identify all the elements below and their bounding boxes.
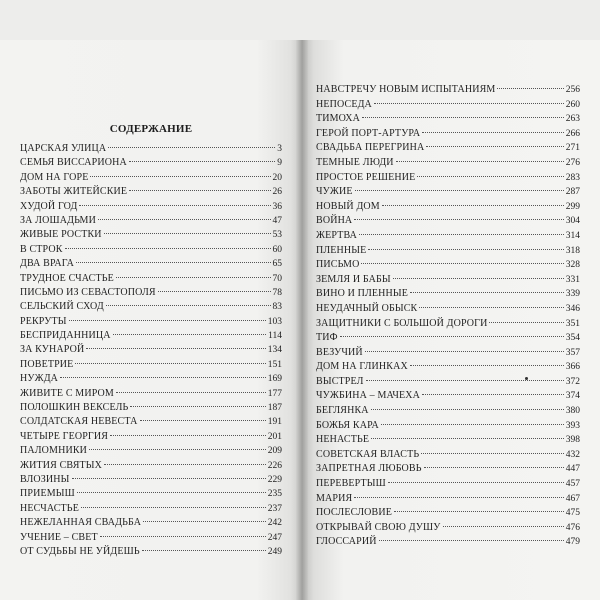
dot-leader [410, 365, 564, 366]
toc-entry [316, 273, 580, 288]
dot-leader [116, 277, 271, 278]
toc-entry [20, 401, 282, 415]
dot-leader [72, 478, 266, 479]
dot-leader [374, 103, 564, 104]
toc-entry-title: НУЖДА [20, 373, 59, 385]
toc-entry [316, 200, 580, 215]
toc-entry [20, 185, 282, 199]
toc-entry-title: ПОСЛЕСЛОВИЕ [316, 507, 392, 519]
toc-entry-title: БЕСПРИДАННИЦА [20, 330, 111, 342]
toc-entry-title: ГЛОССАРИЙ [316, 536, 377, 548]
toc-entry-title: ТЕМНЫЕ ЛЮДИ [316, 156, 394, 168]
toc-entry [316, 433, 580, 448]
toc-entry [20, 142, 282, 156]
dot-leader [393, 278, 564, 279]
dot-leader [106, 305, 271, 306]
toc-entry-title: НЕСЧАСТЬЕ [20, 502, 79, 514]
toc-entry [20, 545, 282, 559]
toc-entry-page-number: 235 [267, 489, 282, 500]
dot-leader [371, 409, 564, 410]
toc-entry [20, 430, 282, 444]
toc-entry [316, 185, 580, 200]
toc-entry-title: ЗАЩИТНИКИ С БОЛЬШОЙ ДОРОГИ [316, 317, 488, 329]
toc-entry-title: ПРОСТОЕ РЕШЕНИЕ [316, 171, 416, 183]
dot-leader [421, 453, 564, 454]
toc-list-left [20, 142, 282, 559]
toc-entry [20, 387, 282, 401]
dot-leader [140, 420, 266, 421]
dot-leader [81, 507, 266, 508]
toc-entry-title: СОВЕТСКАЯ ВЛАСТЬ [316, 448, 420, 460]
toc-entry-title: НЕУДАЧНЫЙ ОБЫСК [316, 302, 418, 314]
toc-entry-page-number: 263 [565, 114, 580, 125]
toc-entry-title: ЖИВИТЕ С МИРОМ [20, 387, 114, 399]
toc-entry-page-number: 9 [277, 158, 282, 169]
toc-entry-page-number: 372 [565, 376, 580, 387]
dot-leader [108, 147, 275, 148]
toc-entry [20, 372, 282, 386]
dot-leader [86, 348, 265, 349]
dot-leader [129, 161, 275, 162]
toc-entry [316, 112, 580, 127]
toc-entry-title: ЦАРСКАЯ УЛИЦА [20, 143, 107, 154]
toc-entry-page-number: 70 [272, 273, 282, 284]
toc-entry-title: ДОМ НА ГОРЕ [20, 171, 89, 183]
toc-entry [20, 171, 282, 185]
toc-entry-page-number: 191 [267, 417, 282, 428]
toc-entry-page-number: 271 [565, 143, 580, 154]
dot-leader [426, 146, 563, 147]
toc-entry-page-number: 475 [565, 508, 580, 519]
toc-entry [316, 375, 580, 390]
toc-entry-title: ЗА ЛОШАДЬМИ [20, 214, 96, 226]
toc-entry-title: ВЫСТРЕЛ [316, 375, 364, 387]
toc-entry-title: БОЖЬЯ КАРА [316, 419, 379, 431]
dot-leader [340, 336, 564, 337]
toc-entry [316, 477, 580, 492]
toc-entry [20, 343, 282, 357]
toc-entry [20, 228, 282, 242]
toc-entry [316, 141, 580, 156]
toc-entry-page-number: 393 [565, 420, 580, 431]
toc-entry [20, 214, 282, 228]
toc-entry [316, 317, 580, 332]
dot-leader [69, 320, 266, 321]
toc-entry [316, 389, 580, 404]
toc-entry [316, 448, 580, 463]
toc-entry [316, 521, 580, 536]
toc-entry [316, 331, 580, 346]
toc-entry-page-number: 242 [267, 518, 282, 529]
dot-leader [90, 176, 270, 177]
toc-entry-page-number: 287 [565, 187, 580, 198]
toc-entry [20, 415, 282, 429]
toc-entry [316, 506, 580, 521]
toc-entry-page-number: 479 [565, 537, 580, 548]
toc-entry-title: ХУДОЙ ГОД [20, 200, 78, 212]
toc-entry-page-number: 229 [267, 474, 282, 485]
toc-entry-title: ПОВЕТРИЕ [20, 358, 74, 370]
toc-entry [316, 83, 580, 98]
toc-entry-title: ЗЕМЛЯ И БАБЫ [316, 273, 391, 285]
toc-entry-title: ЧУЖИЕ [316, 186, 353, 198]
toc-entry-page-number: 114 [268, 331, 282, 342]
dot-leader [382, 205, 564, 206]
toc-entry [20, 315, 282, 329]
dot-leader [113, 334, 266, 335]
toc-entry-page-number: 346 [565, 303, 580, 314]
toc-entry-title: СОЛДАТСКАЯ НЕВЕСТА [20, 416, 138, 428]
toc-entry [316, 346, 580, 361]
toc-entry-title: ЖЕРТВА [316, 229, 358, 241]
toc-entry-page-number: 260 [565, 99, 580, 110]
dot-leader [410, 292, 564, 293]
toc-entry [316, 302, 580, 317]
toc-entry-page-number: 237 [267, 503, 282, 514]
toc-entry-title: ПЛЕННЫЕ [316, 244, 367, 256]
toc-entry [316, 171, 580, 186]
toc-entry-page-number: 357 [565, 347, 580, 358]
dot-leader [354, 219, 563, 220]
dot-leader [368, 249, 563, 250]
toc-entry-title: ОТКРЫВАЙ СВОЮ ДУШУ [316, 521, 441, 533]
toc-entry-page-number: 354 [565, 333, 580, 344]
toc-entry [20, 156, 282, 170]
toc-entry-page-number: 36 [272, 201, 282, 212]
toc-entry-page-number: 201 [267, 431, 282, 442]
toc-entry [316, 462, 580, 477]
toc-entry-title: НЕПОСЕДА [316, 98, 372, 110]
toc-entry-page-number: 53 [272, 230, 282, 241]
toc-entry-title: ЗАПРЕТНАЯ ЛЮБОВЬ [316, 463, 422, 475]
toc-heading: СОДЕРЖАНИЕ [109, 123, 193, 135]
toc-entry-page-number: 467 [565, 493, 580, 504]
toc-entry [20, 459, 282, 473]
dot-leader [396, 161, 564, 162]
toc-entry-title: СЕЛЬСКИЙ СХОД [20, 301, 104, 313]
book-gutter [296, 40, 308, 600]
dot-leader [359, 234, 564, 235]
toc-entry-page-number: 26 [272, 187, 282, 198]
dot-leader [388, 482, 564, 483]
toc-entry [20, 329, 282, 343]
toc-entry-title: ДОМ НА ГЛИНКАХ [316, 361, 408, 373]
toc-entry-title: БЕГЛЯНКА [316, 405, 369, 417]
dot-leader [89, 449, 266, 450]
toc-entry-page-number: 3 [277, 144, 282, 154]
toc-entry [20, 300, 282, 314]
toc-entry [20, 487, 282, 501]
toc-entry-title: ПОЛОШКИН ВЕКСЕЛЬ [20, 402, 129, 414]
dot-leader [497, 88, 563, 89]
toc-entry [316, 98, 580, 113]
toc-entry [316, 404, 580, 419]
toc-entry-title: ПИСЬМО ИЗ СЕВАСТОПОЛЯ [20, 286, 156, 298]
toc-entry-page-number: 177 [267, 388, 282, 399]
toc-entry-title: ЗА КУНАРОЙ [20, 344, 85, 356]
dot-leader [104, 233, 271, 234]
toc-entry-page-number: 256 [565, 85, 580, 95]
dot-leader [365, 351, 564, 352]
dot-leader [79, 205, 270, 206]
toc-entry-page-number: 398 [565, 435, 580, 446]
dot-leader [75, 363, 265, 364]
toc-entry [316, 258, 580, 273]
toc-entry-page-number: 151 [267, 359, 282, 370]
toc-entry [316, 244, 580, 259]
toc-entry-page-number: 304 [565, 216, 580, 227]
dot-leader [366, 380, 564, 381]
toc-entry [316, 360, 580, 375]
toc-entry-title: В СТРОК [20, 243, 63, 255]
toc-entry-title: ЧЕТЫРЕ ГЕОРГИЯ [20, 430, 109, 442]
toc-entry-title: ПРИЕМЫШ [20, 488, 75, 500]
toc-entry [20, 444, 282, 458]
toc-entry-title: ПИСЬМО [316, 259, 360, 271]
toc-entry-page-number: 226 [267, 460, 282, 471]
toc-entry-title: ГЕРОЙ ПОРТ-АРТУРА [316, 127, 421, 139]
dot-leader [394, 511, 564, 512]
dot-leader [424, 467, 564, 468]
toc-entry-title: ДВА ВРАГА [20, 258, 75, 270]
toc-entry [20, 257, 282, 271]
toc-entry-page-number: 47 [272, 215, 282, 226]
dot-leader [489, 322, 563, 323]
dot-leader [443, 526, 564, 527]
dot-leader [422, 394, 564, 395]
dot-leader [142, 550, 266, 551]
toc-entry-title: ЖИТИЯ СВЯТЫХ [20, 459, 103, 471]
toc-entry-page-number: 20 [272, 172, 282, 183]
toc-entry [316, 535, 580, 550]
toc-entry-title: СЕМЬЯ ВИССАРИОНА [20, 157, 127, 169]
toc-entry-title: НОВЫЙ ДОМ [316, 200, 380, 212]
dot-leader [100, 536, 266, 537]
toc-entry-title: СВАДЬБА ПЕРЕГРИНА [316, 142, 425, 154]
toc-entry-page-number: 83 [272, 302, 282, 313]
toc-entry-title: УЧЕНИЕ – СВЕТ [20, 531, 98, 543]
toc-entry [316, 492, 580, 507]
dot-leader [98, 219, 271, 220]
toc-entry [20, 502, 282, 516]
dot-leader [417, 176, 563, 177]
dot-leader [419, 307, 563, 308]
toc-entry-page-number: 60 [272, 244, 282, 255]
toc-entry [20, 531, 282, 545]
toc-entry [316, 214, 580, 229]
toc-entry-page-number: 447 [565, 464, 580, 475]
toc-entry-title: РЕКРУТЫ [20, 315, 67, 327]
dot-leader [361, 263, 563, 264]
dot-leader [143, 521, 266, 522]
toc-entry [20, 243, 282, 257]
toc-entry-title: ВЛОЗИНЫ [20, 473, 70, 485]
toc-entry-page-number: 299 [565, 201, 580, 212]
toc-entry-title: ПЕРЕВЕРТЫШ [316, 478, 386, 490]
toc-entry-page-number: 65 [272, 259, 282, 270]
dot-leader [354, 497, 563, 498]
dot-leader [158, 291, 271, 292]
dot-leader [371, 438, 564, 439]
toc-entry-page-number: 187 [267, 403, 282, 414]
toc-entry-page-number: 374 [565, 391, 580, 402]
toc-entry [20, 358, 282, 372]
toc-entry-title: ЗАБОТЫ ЖИТЕЙСКИЕ [20, 186, 128, 198]
toc-entry-title: ЧУЖБИНА – МАЧЕХА [316, 390, 420, 402]
dot-leader [110, 435, 266, 436]
toc-entry-page-number: 276 [565, 157, 580, 168]
toc-list-right [316, 83, 580, 550]
bleed-through-area [0, 0, 600, 40]
toc-entry-title: ПАЛОМНИКИ [20, 445, 88, 457]
toc-entry [20, 272, 282, 286]
toc-entry [20, 200, 282, 214]
dot-leader [362, 117, 564, 118]
toc-entry-title: ВИНО И ПЛЕННЫЕ [316, 288, 409, 300]
toc-entry-title: ВОЙНА [316, 215, 353, 227]
toc-entry-page-number: 318 [565, 245, 580, 256]
toc-entry-page-number: 457 [565, 479, 580, 490]
toc-entry-page-number: 247 [267, 532, 282, 543]
toc-entry-title: МАРИЯ [316, 492, 353, 504]
toc-entry-title: ТИФ [316, 332, 338, 344]
dot-leader [129, 190, 270, 191]
print-speck [525, 377, 528, 380]
dot-leader [379, 540, 564, 541]
toc-entry-page-number: 283 [565, 172, 580, 183]
toc-entry-page-number: 328 [565, 260, 580, 271]
toc-entry-page-number: 331 [565, 274, 580, 285]
toc-entry-page-number: 314 [565, 230, 580, 241]
toc-entry-title: ВЕЗУЧИЙ [316, 346, 363, 358]
toc-entry-page-number: 351 [565, 318, 580, 329]
toc-entry-page-number: 476 [565, 522, 580, 533]
toc-entry [20, 473, 282, 487]
dot-leader [381, 424, 564, 425]
dot-leader [116, 392, 266, 393]
toc-entry-title: ТРУДНОЕ СЧАСТЬЕ [20, 272, 114, 284]
toc-entry [316, 156, 580, 171]
toc-entry-page-number: 266 [565, 128, 580, 139]
dot-leader [65, 248, 271, 249]
toc-entry-title: ОТ СУДЬБЫ НЕ УЙДЕШЬ [20, 545, 140, 557]
toc-entry-page-number: 78 [272, 287, 282, 298]
toc-entry-title: НАВСТРЕЧУ НОВЫМ ИСПЫТАНИЯМ [316, 84, 496, 95]
toc-entry-page-number: 103 [267, 316, 282, 327]
dot-leader [130, 406, 265, 407]
toc-entry [20, 516, 282, 530]
toc-entry [316, 287, 580, 302]
toc-entry-page-number: 134 [267, 345, 282, 356]
dot-leader [76, 262, 270, 263]
dot-leader [77, 492, 266, 493]
toc-entry [316, 127, 580, 142]
toc-entry-page-number: 249 [267, 546, 282, 557]
toc-entry [316, 419, 580, 434]
toc-entry-page-number: 169 [267, 374, 282, 385]
toc-entry-page-number: 209 [267, 446, 282, 457]
toc-entry [316, 229, 580, 244]
toc-entry [20, 286, 282, 300]
dot-leader [60, 377, 266, 378]
toc-entry-page-number: 366 [565, 362, 580, 373]
toc-entry-page-number: 380 [565, 406, 580, 417]
dot-leader [104, 464, 266, 465]
dot-leader [355, 190, 564, 191]
toc-entry-title: НЕЖЕЛАННАЯ СВАДЬБА [20, 517, 142, 529]
toc-entry-title: НЕНАСТЬЕ [316, 434, 370, 446]
toc-entry-page-number: 432 [565, 449, 580, 460]
toc-entry-title: ТИМОХА [316, 113, 361, 125]
toc-entry-page-number: 339 [565, 289, 580, 300]
dot-leader [422, 132, 564, 133]
toc-entry-title: ЖИВЫЕ РОСТКИ [20, 229, 102, 241]
